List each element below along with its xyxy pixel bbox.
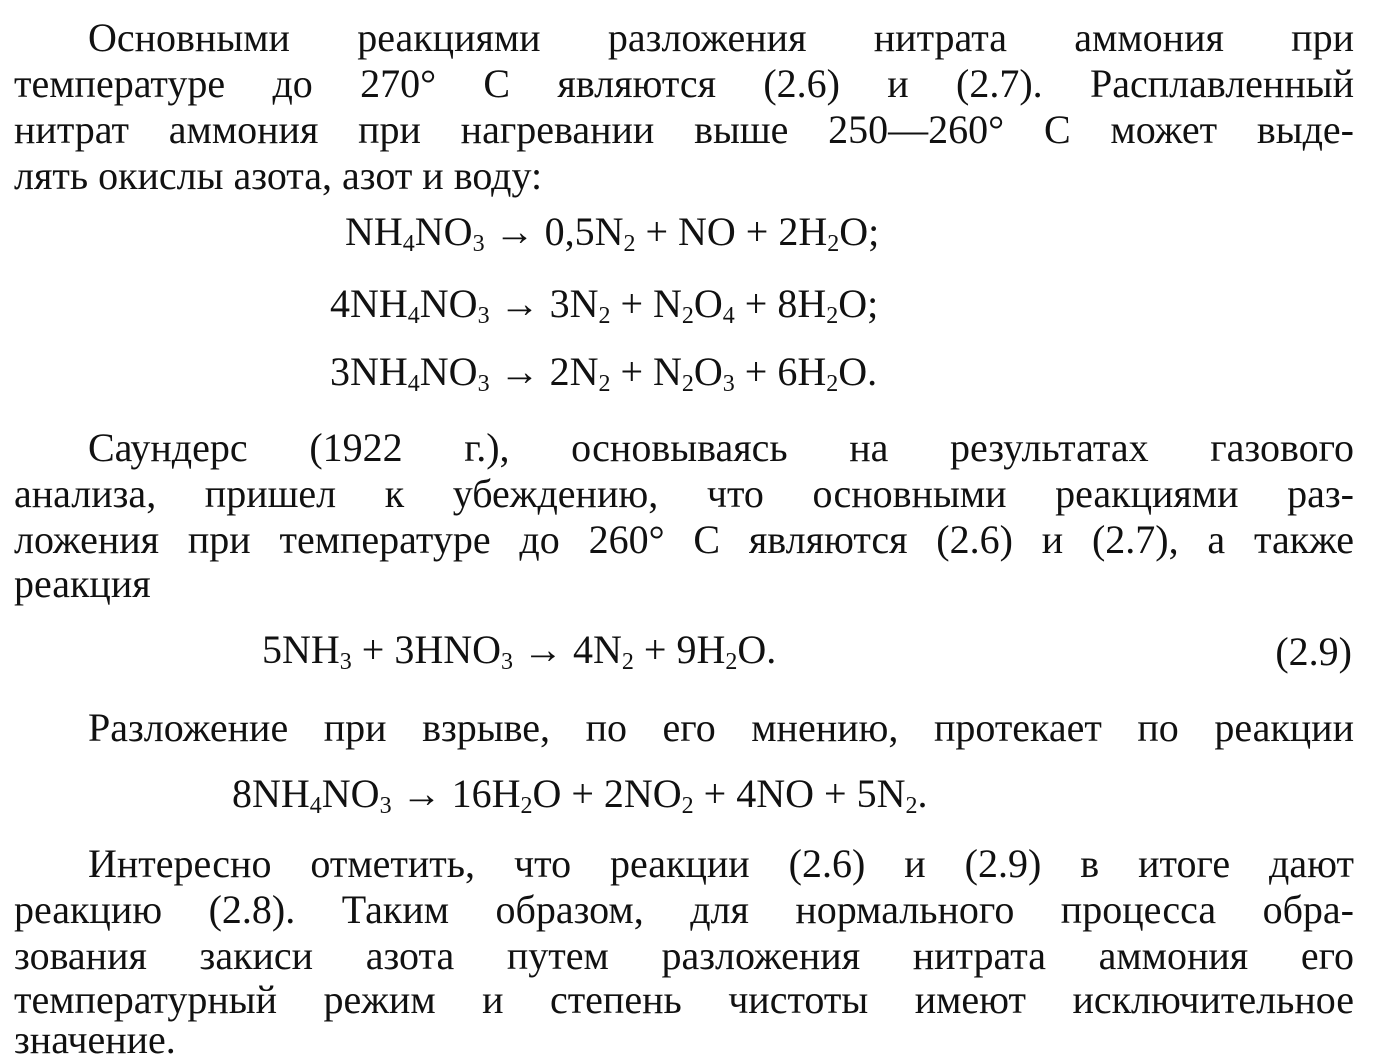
paragraph-2-line-4: реакция xyxy=(14,562,151,606)
equation-3: $3NH_4NO_3 \to 2N_2 + N_2O_3 + 6H_2O$. xyxy=(330,349,878,397)
paragraph-1-line-4: лять окислы азота, азот и воду: xyxy=(14,154,543,198)
equation-2: $4NH_4NO_3 \to 3N_2 + N_2O_4 + 8H_2O$; xyxy=(330,281,879,329)
paragraph-3-line-1: Разложение при взрыве, по его мнению, протекает по реакции xyxy=(88,706,1354,750)
paragraph-4-line-3: зования закиси азота путем разложения нитрата аммония его xyxy=(14,934,1354,978)
paragraph-2-line-1: Саундерс (1922 г.), основываясь на результатах газового xyxy=(88,426,1354,470)
paragraph-1-line-1: Основными реакциями разложения нитрата аммония при xyxy=(88,16,1354,60)
paragraph-1-line-3: нитрат аммония при нагревании выше 250—260° С может выде- xyxy=(14,108,1354,152)
equation-number: (2.9) xyxy=(1275,629,1352,674)
paragraph-4-line-5: значение. xyxy=(14,1018,176,1062)
equation-1: $NH_4NO_3 \to 0,5N_2$ + NO + $2H_2O$; xyxy=(345,209,880,257)
paragraph-4-line-1: Интересно отметить, что реакции (2.6) и (2.9) в итоге дают xyxy=(88,842,1354,886)
paragraph-2-line-3: ложения при температуре до 260° С являются (2.6) и (2.7), а также xyxy=(14,518,1354,562)
paragraph-2-line-2: анализа, пришел к убеждению, что основными реакциями раз- xyxy=(14,472,1354,516)
equation-2-9: $5NH_3 + 3HNO_3 \to 4N_2 + 9H_2O$. xyxy=(262,627,777,675)
paragraph-4-line-2: реакцию (2.8). Таким образом, для нормального процесса обра- xyxy=(14,888,1354,932)
paragraph-4-line-4: температурный режим и степень чистоты имеют исключительное xyxy=(14,978,1354,1022)
equation-explosion: $8NH_4NO_3 \to 16H_2O + 2NO_2 + 4NO + 5N_2$. xyxy=(232,771,928,819)
paragraph-1-line-2: температуре до 270° С являются (2.6) и (2.7). Расплавленный xyxy=(14,62,1354,106)
